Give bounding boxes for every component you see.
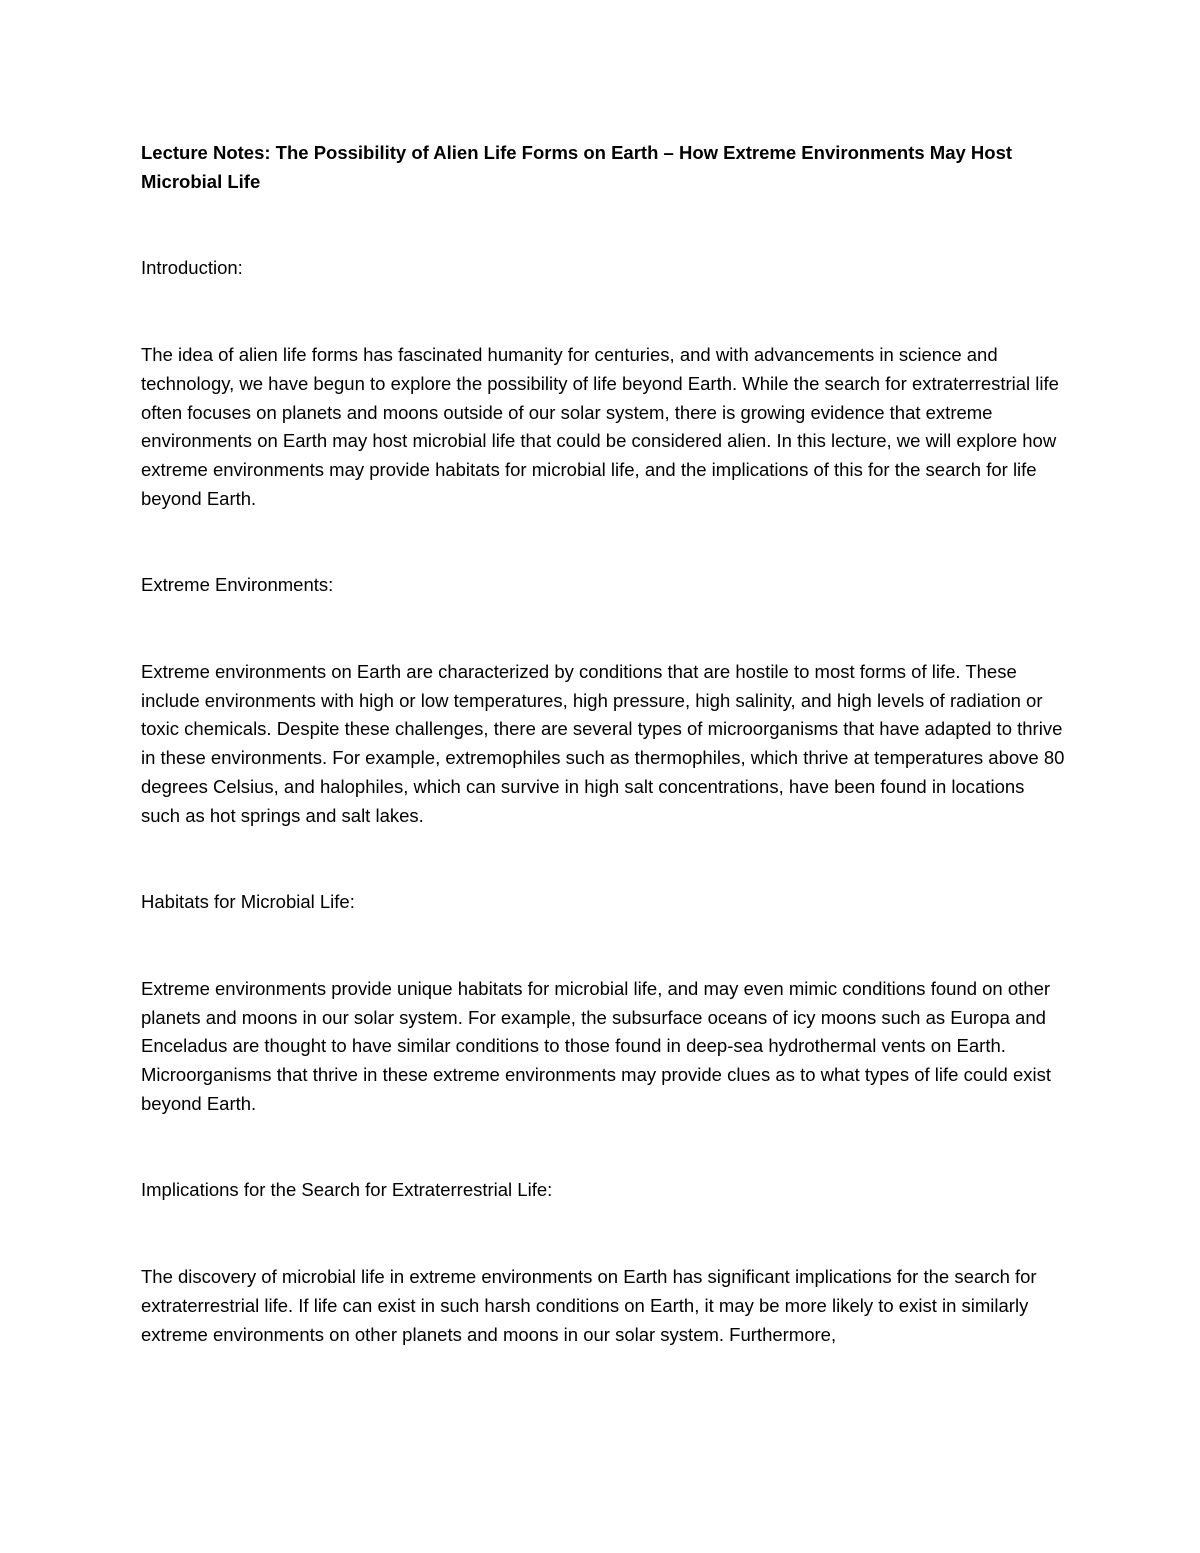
- spacer: [141, 917, 1066, 975]
- section-body-habitats: Extreme environments provide unique habitats for microbial life, and may even mimic conditions found on other planets and moons in our solar system. For example, the subsurface oceans of icy moons such as Europa and Enceladus are thought to have similar conditions to those found in deep-sea hydrothermal vents on Earth. Microorganisms that thrive in these extreme environments may provide clues as to what types of life could exist beyond Earth.: [141, 977, 1051, 1114]
- spacer: [141, 196, 1066, 254]
- section-heading-habitats: Habitats for Microbial Life:: [141, 891, 355, 913]
- spacer: [141, 513, 1066, 571]
- section-body-implications: The discovery of microbial life in extreme environments on Earth has significant implications for the search for extraterrestrial life. If life can exist in such harsh conditions on Earth, it may be more likely to exist in similarly extreme environments on other planets and moons in our solar system. Furthermore,: [141, 1266, 1037, 1345]
- document-page: [141, 139, 1066, 1349]
- section-heading-implications: Implications for the Search for Extraterrestrial Life:: [141, 1179, 553, 1201]
- document-title: Lecture Notes: The Possibility of Alien Life Forms on Earth – How Extreme Environments May Host Microbial Life: [141, 142, 1013, 192]
- spacer: [141, 600, 1066, 658]
- section-heading-introduction: Introduction:: [141, 257, 243, 279]
- spacer: [141, 283, 1066, 341]
- section-heading-extreme-environments: Extreme Environments:: [141, 574, 334, 596]
- spacer: [141, 830, 1066, 888]
- section-body-introduction: The idea of alien life forms has fascinated humanity for centuries, and with advancements in science and technology, we have begun to explore the possibility of life beyond Earth. While the search for extraterrestrial life often focuses on planets and moons outside of our solar system, there is growing evidence that extreme environments on Earth may host microbial life that could be considered alien. In this lecture, we will explore how extreme environments may provide habitats for microbial life, and the implications of this for the search for life beyond Earth.: [141, 344, 1059, 509]
- spacer: [141, 1118, 1066, 1176]
- spacer: [141, 1205, 1066, 1263]
- section-body-extreme-environments: Extreme environments on Earth are characterized by conditions that are hostile to most forms of life. These include environments with high or low temperatures, high pressure, high salinity, and high levels of radiation or toxic chemicals. Despite these challenges, there are several types of microorganisms that have adapted to thrive in these environments. For example, extremophiles such as thermophiles, which thrive at temperatures above 80 degrees Celsius, and halophiles, which can survive in high salt concentrations, have been found in locations such as hot springs and salt lakes.: [141, 661, 1065, 826]
